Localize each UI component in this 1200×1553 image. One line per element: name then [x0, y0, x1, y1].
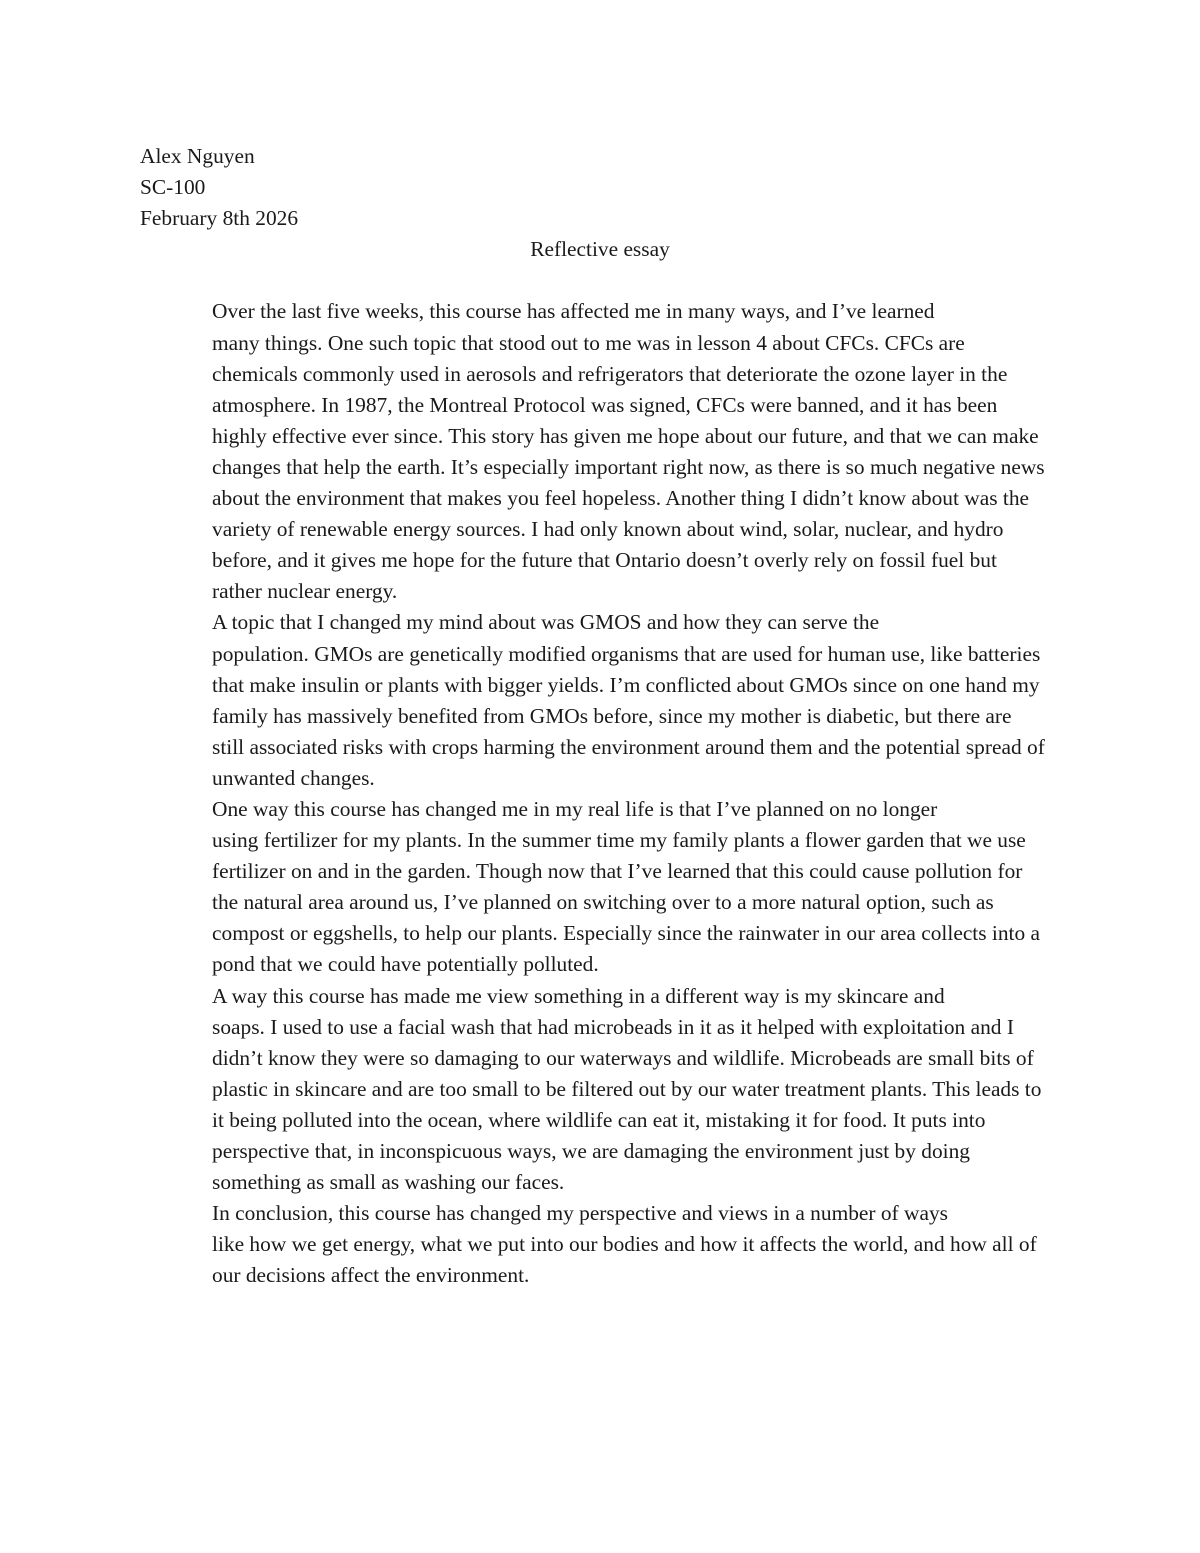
text-line: fertilizer on and in the garden. Though now that I’ve learned that this could cause pollution for [212, 859, 1023, 884]
text-line: pond that we could have potentially polluted. [212, 952, 599, 977]
paragraph-2 [140, 607, 1060, 794]
paragraph-4 [140, 981, 1060, 1199]
text-line: rather nuclear energy. [212, 579, 398, 604]
essay-body [140, 141, 1060, 1291]
text-line: about the environment that makes you feel hopeless. Another thing I didn’t know about was the [212, 486, 1030, 511]
text-line: using fertilizer for my plants. In the summer time my family plants a flower garden that we use [212, 828, 1026, 853]
text-line: highly effective ever since. This story has given me hope about our future, and that we can make [212, 423, 1039, 448]
author-name: Alex Nguyen [140, 144, 255, 168]
text-line: A topic that I changed my mind about was GMOS and how they can serve the [212, 610, 880, 635]
text-line: chemicals commonly used in aerosols and refrigerators that deteriorate the ozone layer in the [212, 361, 1008, 386]
text-line: atmosphere. In 1987, the Montreal Protocol was signed, CFCs were banned, and it has been [212, 392, 998, 417]
text-line: like how we get energy, what we put into our bodies and how it affects the world, and how all of [212, 1232, 1037, 1257]
paragraph-1 [140, 296, 1060, 607]
text-line: plastic in skincare and are too small to be filtered out by our water treatment plants. This leads to [212, 1076, 1042, 1101]
text-line: population. GMOs are genetically modified organisms that are used for human use, like batteries [212, 641, 1041, 666]
text-line: our decisions affect the environment. [212, 1263, 530, 1288]
text-line: that make insulin or plants with bigger yields. I’m conflicted about GMOs since on one hand my [212, 672, 1040, 697]
paragraph-5 [140, 1198, 1060, 1291]
text-line: something as small as washing our faces. [212, 1170, 565, 1195]
text-line: One way this course has changed me in my real life is that I’ve planned on no longer [212, 796, 938, 821]
text-line: In conclusion, this course has changed my perspective and views in a number of ways [212, 1201, 948, 1226]
paragraphs [140, 296, 1060, 1291]
course-code: SC-100 [140, 175, 206, 200]
text-line: perspective that, in inconspicuous ways, we are damaging the environment just by doing [212, 1139, 970, 1163]
blank-line [140, 265, 1060, 296]
essay-date: February 8th 2026 [140, 206, 299, 231]
text-line: variety of renewable energy sources. I had only known about wind, solar, nuclear, and hydro [212, 517, 1004, 542]
paragraph-3 [140, 794, 1060, 981]
text-line: didn’t know they were so damaging to our waterways and wildlife. Microbeads are small bits of [212, 1045, 1034, 1070]
text-line: it being polluted into the ocean, where wildlife can eat it, mistaking it for food. It puts into [212, 1107, 986, 1132]
text-line: compost or eggshells, to help our plants. Especially since the rainwater in our area collects into a [212, 921, 1041, 946]
essay-title: Reflective essay [530, 237, 670, 262]
text-line: A way this course has made me view something in a different way is my skincare and [212, 983, 945, 1008]
text-line: changes that help the earth. It’s especially important right now, as there is so much negative news [212, 454, 1045, 479]
text-line: many things. One such topic that stood out to me was in lesson 4 about CFCs. CFCs are [212, 330, 965, 355]
text-line: Over the last five weeks, this course has affected me in many ways, and I’ve learned [212, 299, 935, 324]
text-line: unwanted changes. [212, 765, 375, 790]
text-line: still associated risks with crops harming the environment around them and the potential spread of [212, 734, 1045, 759]
text-line: before, and it gives me hope for the future that Ontario doesn’t overly rely on fossil fuel but [212, 548, 997, 573]
text-line: the natural area around us, I’ve planned on switching over to a more natural option, such as [212, 890, 994, 915]
text-line: soaps. I used to use a facial wash that had microbeads in it as it helped with exploitation and I [212, 1014, 1014, 1039]
text-line: family has massively benefited from GMOs before, since my mother is diabetic, but there are [212, 703, 1012, 728]
